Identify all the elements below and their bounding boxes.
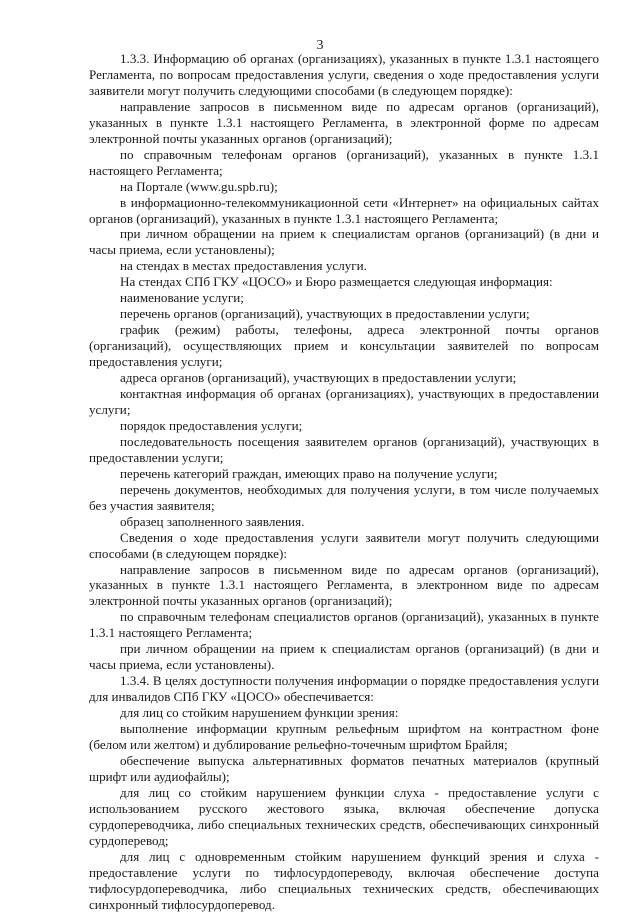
paragraph: направление запросов в письменном виде по адресам органов (организаций), указанных в пункте 1.3.1 настоящего Регламента, в электронном виде по адресам электронной почты указанных органов (организаций); bbox=[89, 561, 599, 609]
paragraph: перечень категорий граждан, имеющих право на получение услуги; bbox=[120, 465, 498, 481]
paragraph: для лиц со стойким нарушением функции зрения: bbox=[120, 705, 399, 721]
paragraph: 1.3.4. В целях доступности получения информации о порядке предоставления услуги для инвалидов СПб ГКУ «ЦОСО» обеспечивается: bbox=[89, 673, 599, 705]
paragraph: перечень документов, необходимых для получения услуги, в том числе получаемых без участия заявителя; bbox=[89, 481, 599, 513]
page-number: 3 bbox=[316, 38, 324, 53]
paragraph: Сведения о ходе предоставления услуги заявители могут получить следующими способами (в следующем порядке): bbox=[89, 529, 599, 561]
paragraph: для лиц с одновременным стойким нарушением функций зрения и слуха - предоставление услуги по тифлосурдопереводу, включая обеспечение доступа тифлосурдопереводчика, либо специальных технических средств, обеспечивающих синхронный тифлосурдоперевод. bbox=[89, 848, 599, 912]
paragraph: при личном обращении на прием к специалистам органов (организаций) (в дни и часы приема, если установлены); bbox=[89, 226, 599, 258]
paragraph: в информационно-телекоммуникационной сети «Интернет» на официальных сайтах органов (организаций), указанных в пункте 1.3.1 настоящего Регламента; bbox=[89, 194, 599, 226]
paragraph: контактная информация об органах (организациях), участвующих в предоставлении услуги; bbox=[89, 386, 599, 417]
paragraph: на Портале (www.gu.spb.ru); bbox=[120, 178, 278, 194]
paragraph: при личном обращении на прием к специалистам органов (организаций) (в дни и часы приема, если установлены). bbox=[89, 641, 599, 673]
paragraph: адреса органов (организаций), участвующих в предоставлении услуги; bbox=[120, 370, 517, 386]
paragraph: на стендах в местах предоставления услуги. bbox=[120, 258, 367, 274]
paragraph: по справочным телефонам специалистов органов (организаций), указанных в пункте 1.3.1 настоящего Регламента; bbox=[89, 609, 599, 641]
paragraph: наименование услуги; bbox=[120, 290, 244, 306]
paragraph: последовательность посещения заявителем органов (организаций), участвующих в предоставлении услуги; bbox=[89, 433, 599, 465]
document-body bbox=[89, 51, 599, 912]
paragraph: перечень органов (организаций), участвующих в предоставлении услуги; bbox=[120, 306, 530, 322]
paragraph: образец заполненного заявления. bbox=[120, 513, 305, 529]
paragraph: для лиц со стойким нарушением функции слуха - предоставление услуги с использованием русского жестового языка, включая обеспечение допуска сурдопереводчика, либо специальных технических средств, обеспечивающих синхронный сурдоперевод; bbox=[89, 784, 599, 848]
paragraph: обеспечение выпуска альтернативных форматов печатных материалов (крупный шрифт или аудиофайлы); bbox=[89, 752, 599, 784]
paragraph: направление запросов в письменном виде по адресам органов (организаций), указанных в пункте 1.3.1 настоящего Регламента, в электронной форме по адресам электронной почты указанных органов (организаций); bbox=[89, 98, 599, 146]
paragraph: 1.3.3. Информацию об органах (организациях), указанных в пункте 1.3.1 настоящего Регламента, по вопросам предоставления услуги, сведения о ходе предоставления услуги заявители могут получить следующими способами (в следующем порядке): bbox=[89, 51, 599, 98]
paragraph: график (режим) работы, телефоны, адреса электронной почты органов (организаций), осуществляющих прием и консультации заявителей по вопросам предоставления услуги; bbox=[89, 322, 599, 370]
paragraph: На стендах СПб ГКУ «ЦОСО» и Бюро размещается следующая информация: bbox=[120, 274, 553, 290]
paragraph: по справочным телефонам органов (организаций), указанных в пункте 1.3.1 настоящего Регламента; bbox=[89, 146, 599, 178]
paragraph: выполнение информации крупным рельефным шрифтом на контрастном фоне (белом или желтом) и дублирование рельефно-точечным шрифтом Брайля; bbox=[89, 721, 599, 752]
paragraph: порядок предоставления услуги; bbox=[120, 417, 303, 433]
